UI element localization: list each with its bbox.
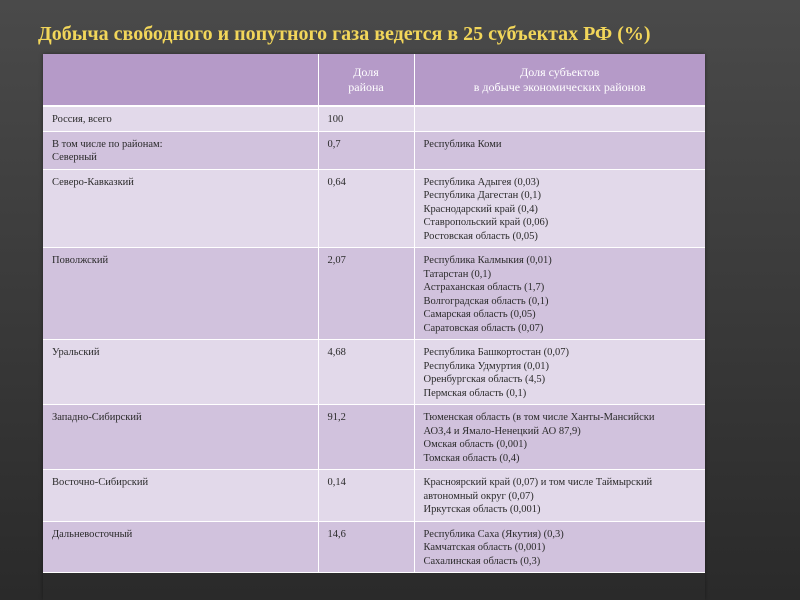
subject-entry: Республика Коми xyxy=(423,138,502,150)
subject-entry: Камчатская область (0,001) xyxy=(423,542,546,553)
subject-entry: Республика Адыгея (0,03) xyxy=(423,176,540,188)
subject-entry: Астраханская область (1,7) xyxy=(423,282,545,293)
subject-entry: Сахалинская область (0,3) xyxy=(423,555,541,567)
subjects-cell xyxy=(414,106,705,131)
table-row xyxy=(43,470,705,522)
subject-entry: Республика Калмыкия (0,01) xyxy=(423,255,552,266)
header-subjects-line: в добыче экономических районов xyxy=(473,79,646,94)
subject-entry: Волгоградская область (0,1) xyxy=(423,295,549,307)
subjects-cell xyxy=(414,340,705,405)
subject-entry: Ростовская область (0,05) xyxy=(423,230,538,242)
region-share: 91,2 xyxy=(327,412,346,423)
region-share: 0,64 xyxy=(327,176,346,188)
region-name: Восточно-Сибирский xyxy=(52,477,149,488)
region-name: В том числе по районам: xyxy=(52,138,163,150)
region-cell xyxy=(43,248,318,340)
subject-entry: Республика Башкортостан (0,07) xyxy=(423,347,569,358)
share-cell xyxy=(318,131,414,169)
gas-production-table xyxy=(43,54,705,573)
region-cell xyxy=(43,521,318,573)
subjects-cell xyxy=(414,248,705,340)
subjects-cell xyxy=(414,470,705,522)
table-row xyxy=(43,521,705,573)
subject-entry: Томская область (0,4) xyxy=(423,452,520,464)
share-cell xyxy=(318,470,414,522)
subject-entry: Самарская область (0,05) xyxy=(423,309,536,320)
region-cell xyxy=(43,470,318,522)
subject-entry: Оренбургская область (4,5) xyxy=(423,374,546,385)
region-share: 14,6 xyxy=(327,528,346,540)
subject-entry: Саратовская область (0,07) xyxy=(423,322,544,334)
subject-entry: Краснодарский край (0,4) xyxy=(423,203,538,215)
subject-entry: Республика Дагестан (0,1) xyxy=(423,190,541,201)
table-row xyxy=(43,405,705,470)
subjects-cell xyxy=(414,521,705,573)
subjects-cell xyxy=(414,405,705,470)
region-share: 0,14 xyxy=(327,477,346,488)
subjects-cell xyxy=(414,131,705,169)
subject-entry: автономный округ (0,07) xyxy=(423,490,534,502)
header-share-line: района xyxy=(348,79,384,94)
region-share: 0,7 xyxy=(327,138,341,150)
header-subjects xyxy=(414,54,705,106)
region-name: Западно-Сибирский xyxy=(52,412,142,423)
share-cell xyxy=(318,248,414,340)
region-cell xyxy=(43,169,318,248)
table-header-row xyxy=(43,54,705,106)
region-cell xyxy=(43,106,318,131)
region-name: Дальневосточный xyxy=(52,528,133,540)
region-share: 4,68 xyxy=(327,347,346,358)
subject-entry: Иркутская область (0,001) xyxy=(423,504,541,515)
region-share: 100 xyxy=(327,114,344,125)
subject-entry: АОЗ,4 и Ямало-Ненецкий АО 87,9) xyxy=(423,425,581,437)
table-row xyxy=(43,131,705,169)
share-cell xyxy=(318,405,414,470)
slide-title: Добыча свободного и попутного газа ведется в 25 субъектах РФ (%) xyxy=(38,23,651,45)
table-row xyxy=(43,106,705,131)
region-name: Поволжский xyxy=(52,255,109,266)
header-share-line: Доля xyxy=(353,64,379,79)
subject-entry: Республика Удмуртия (0,01) xyxy=(423,360,550,372)
subject-entry: Пермская область (0,1) xyxy=(423,387,527,399)
share-cell xyxy=(318,169,414,248)
region-name: Северо-Кавказкий xyxy=(52,176,134,188)
region-cell xyxy=(43,131,318,169)
subject-entry: Республика Саха (Якутия) (0,3) xyxy=(423,528,564,540)
region-cell xyxy=(43,340,318,405)
region-name: Уральский xyxy=(52,347,100,358)
header-share xyxy=(318,54,414,106)
region-name: Россия, всего xyxy=(52,114,112,125)
subject-entry: Омская область (0,001) xyxy=(423,439,527,450)
subjects-cell xyxy=(414,169,705,248)
subject-entry: Тюменская область (в том числе Ханты-Мансийски xyxy=(423,412,655,423)
subject-entry: Красноярский край (0,07) и том числе Таймырский xyxy=(423,477,653,488)
subject-entry: Татарстан (0,1) xyxy=(423,268,492,280)
subject-entry: Ставропольский край (0,06) xyxy=(423,217,549,228)
table-body xyxy=(43,106,705,573)
table-row xyxy=(43,340,705,405)
share-cell xyxy=(318,106,414,131)
table-row xyxy=(43,169,705,248)
header-region xyxy=(43,54,318,106)
share-cell xyxy=(318,340,414,405)
gas-production-table-container xyxy=(43,54,705,600)
header-subjects-line: Доля субъектов xyxy=(520,64,600,79)
share-cell xyxy=(318,521,414,573)
table-row xyxy=(43,248,705,340)
region-name: Северный xyxy=(52,152,97,163)
region-share: 2,07 xyxy=(327,255,346,266)
region-cell xyxy=(43,405,318,470)
